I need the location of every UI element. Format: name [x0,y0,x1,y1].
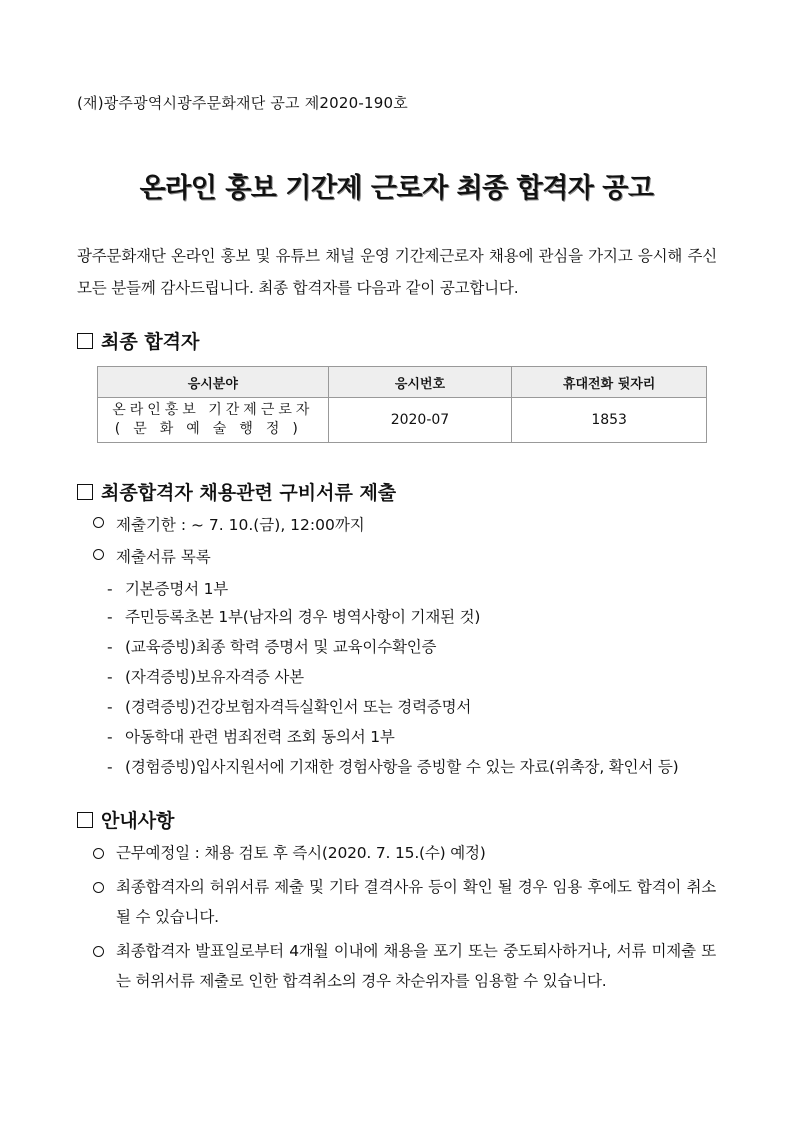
table-row [98,398,707,443]
header-field: 응시분야 [98,367,329,398]
section-heading-text: 안내사항 [101,810,175,832]
cell-phone: 1853 [512,398,707,443]
checkbox-square-icon [77,484,93,500]
checkbox-square-icon [77,333,93,349]
docs-label-item [93,545,211,567]
notice-item: 최종합격자 발표일로부터 4개월 이내에 채용을 포기 또는 중도퇴사하거나, 서류 미제출 또는 허위서류 제출로 인한 합격취소의 경우 차순위자를 임용할 수 있습니다. [93,936,718,996]
deadline-item [93,513,365,535]
notice-item: 근무예정일 : 채용 검토 후 즉시(2020. 7. 15.(수) 예정) [93,838,718,868]
section-final-passers-heading [77,327,199,354]
table-header-row [98,367,707,398]
circle-bullet-icon [93,882,104,893]
section-documents-heading [77,478,396,505]
notice-number: (재)광주광역시광주문화재단 공고 제2020-190호 [77,94,408,112]
circle-bullet-icon [93,517,104,528]
section-notice-heading [77,806,174,833]
circle-bullet-icon [93,848,104,859]
page-title: 온라인 홍보 기간제 근로자 최종 합격자 공고 [139,173,654,204]
list-item: - 주민등록초본 1부(남자의 경우 병역사항이 기재된 것) [107,608,481,626]
checkbox-square-icon [77,812,93,828]
list-item: - (교육증빙)최종 학력 증명서 및 교육이수확인증 [107,638,437,656]
cell-field [98,398,329,443]
intro-paragraph: 광주문화재단 온라인 홍보 및 유튜브 채널 운영 기간제근로자 채용에 관심을 가지고 응시해 주신 모든 분들께 감사드립니다. 최종 합격자를 다음과 같이 공고합니다. [77,247,717,297]
cell-number: 2020-07 [328,398,512,443]
list-item: - (경력증빙)건강보험자격득실확인서 또는 경력증명서 [107,698,472,716]
circle-bullet-icon [93,946,104,957]
field-line2: (문화예술행정) [114,421,311,437]
notice-item: 최종합격자의 허위서류 제출 및 기타 결격사유 등이 확인 될 경우 임용 후에도 합격이 취소될 수 있습니다. [93,872,718,932]
list-item: - 기본증명서 1부 [107,580,229,598]
list-item: - (경험증빙)입사지원서에 기재한 경험사항을 증빙할 수 있는 자료(위촉장, 확인서 등) [107,758,679,776]
section-heading-text: 최종 합격자 [101,331,200,353]
list-item: - (자격증빙)보유자격증 사본 [107,668,304,686]
header-number: 응시번호 [328,367,512,398]
field-line1: 온라인홍보 기간제근로자 [112,402,314,418]
header-phone: 휴대전화 뒷자리 [512,367,707,398]
docs-label-text: 제출서류 목록 [116,548,211,566]
final-passers-table [97,366,707,443]
circle-bullet-icon [93,549,104,560]
section-heading-text: 최종합격자 채용관련 구비서류 제출 [101,482,397,504]
deadline-text: 제출기한 : ~ 7. 10.(금), 12:00까지 [116,516,365,534]
list-item: - 아동학대 관련 범죄전력 조회 동의서 1부 [107,728,395,746]
